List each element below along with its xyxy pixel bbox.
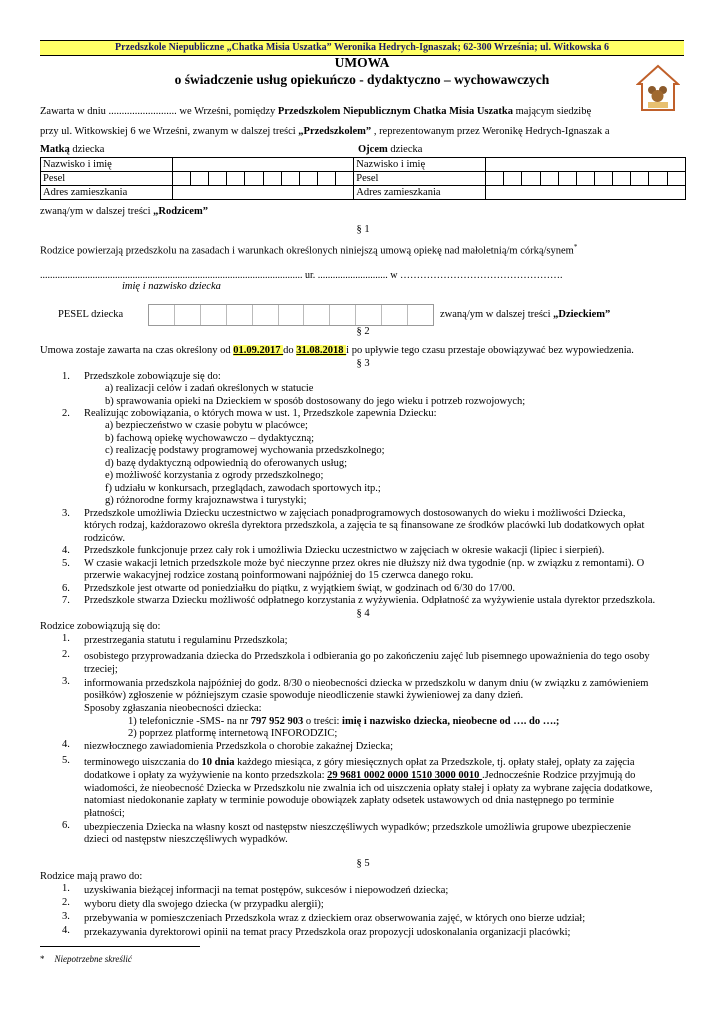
- section-2-text: Umowa zostaje zawarta na czas określony od 01.09.2017 do 31.08.2018 i po upływie tego czasu przestaje obowiązywać bez wypowiedzenia.: [40, 345, 634, 356]
- s4-item-1: przestrzegania statutu i regulaminu Przedszkola;: [84, 635, 288, 646]
- s3-item-6: Przedszkole jest otwarte od poniedziałku do piątku, z wyjątkiem świąt, w godzinach od 6/30 do 17/00.: [84, 583, 515, 594]
- parent-called: zwaną/ym w dalszej treści „Rodzicem”: [40, 206, 208, 217]
- s3-1-b: b) sprawowania opieki na Dzieckiem w sposób dostosowany do jego wieku i potrzeb rozwojowych;: [105, 396, 526, 407]
- list-number: 5.: [62, 558, 70, 569]
- s5-item-4: przekazywania dyrektorowi opinii na temat pracy Przedszkola oraz propozycji udoskonalania organizacji placówki;: [84, 927, 571, 938]
- intro-line-2: przy ul. Witkowskiej 6 we Wrześni, zwanym w dalszej treści „Przedszkolem” , reprezentowanym przez Weronikę Hedrych-Ignaszak a: [40, 126, 610, 137]
- father-pesel-label: Pesel: [354, 172, 486, 186]
- s4-intro: Rodzice zobowiązują się do:: [40, 621, 161, 632]
- list-number: 2.: [62, 649, 70, 660]
- s3-2-a: a) bezpieczeństwo w czasie pobytu w placówce;: [105, 420, 308, 431]
- s4-item-3-cont: posiłków) zgłoszenie w późniejszym czasie spowoduje nieodliczenie stawki żywieniowej za dany dzień.: [84, 690, 524, 701]
- child-data-line: ......................................................................................................... ur. ............................ w ………………………………………….: [40, 270, 563, 281]
- list-number: 4.: [62, 739, 70, 750]
- footnote: * Niepotrzebne skreślić: [40, 954, 132, 964]
- list-number: 4.: [62, 925, 70, 936]
- s3-item-4: Przedszkole funkcjonuje przez cały rok i umożliwia Dziecku uczestnictwo w zajęciach w okresie wakacji (lipiec i sierpień).: [84, 545, 605, 556]
- child-name-caption: imię i nazwisko dziecka: [122, 281, 221, 292]
- s4-item-6: ubezpieczenia Dziecka na własny koszt od następstw nieszczęśliwych wypadków; przedszkole umożliwia grupowe ubezpieczenie: [84, 822, 631, 833]
- mother-pesel-label: Pesel: [41, 172, 173, 186]
- s3-item-5-cont: przerwie wakacyjnej rodzice zostaną poinformowani najpóźniej do 15 czerwca danego roku.: [84, 570, 474, 581]
- s4-item-4: niezwłocznego zawiadomienia Przedszkola o chorobie zakaźnej Dziecka;: [84, 741, 394, 752]
- s3-1-a: a) realizacji celów i zadań określonych w statucie: [105, 383, 314, 394]
- s3-2-b: b) fachową opiekę wychowawczo – dydaktyczną;: [105, 433, 315, 444]
- s4-item-6-cont: dzieci od następstw nieszczęśliwych wypadków.: [84, 834, 288, 845]
- s5-item-3: przebywania w pomieszczeniach Przedszkola wraz z dzieckiem oraz obserwowania zajęć, w których ono bierze udział;: [84, 913, 586, 924]
- list-number: 6.: [62, 583, 70, 594]
- list-number: 6.: [62, 820, 70, 831]
- s4-item-2-cont: trzeciej;: [84, 664, 118, 675]
- section-1-heading: § 1: [356, 224, 370, 235]
- s3-item-5: W czasie wakacji letnich przedszkole może być nieczynne przez okres nie dłuższy niż dwa tygodnie (np. w związku z remontami). O: [84, 558, 645, 569]
- father-label: Ojcem dziecka: [358, 144, 423, 155]
- parents-table: [40, 157, 686, 200]
- document-title: UMOWA: [334, 55, 390, 70]
- section-1-text: Rodzice powierzają przedszkolu na zasadach i warunkach określonych niniejszą umową opiekę nad małoletnią/m córką/synem*: [40, 243, 578, 257]
- father-address-label: Adres zamieszkania: [354, 186, 486, 200]
- header-banner: Przedszkole Niepubliczne „Chatka Misia Uszatka” Weronika Hedrych-Ignaszak; 62-300 Września; ul. Witkowska 6: [40, 40, 684, 56]
- s3-2-e: e) możliwość korzystania z ogrody przedszkolnego;: [105, 470, 324, 481]
- s3-item-2: Realizując zobowiązania, o których mowa w ust. 1, Przedszkole zapewnia Dziecku:: [84, 408, 437, 419]
- pesel-row: [41, 172, 686, 186]
- s5-intro: Rodzice mają prawo do:: [40, 871, 143, 882]
- mother-address-label: Adres zamieszkania: [41, 186, 173, 200]
- s4-sms-line: 1) telefonicznie -SMS- na nr 797 952 903 o treści: imię i nazwisko dziecka, nieobecne od …. do ….;: [128, 716, 560, 727]
- s3-2-d: d) bazę dydaktyczną odpowiednią do oferowanych usług;: [105, 458, 348, 469]
- list-number: 1.: [62, 883, 70, 894]
- s3-item-3-cont: których rodzaj, każdorazowo określa dyrektora przedszkola, a zajęcia te są finansowane ze środków placówki lub dodatkowych opłat: [84, 520, 645, 531]
- s3-item-3: Przedszkole umożliwia Dziecku uczestnictwo w zajęciach ponadprogramowych dostosowanych do wieku i możliwości Dziecka,: [84, 508, 626, 519]
- father-name-label: Nazwisko i imię: [354, 158, 486, 172]
- mother-label: Matką dziecka: [40, 144, 105, 155]
- list-number: 7.: [62, 595, 70, 606]
- s4-item-5-account: dodatkowe i opłaty za wyżywienie na konto przedszkola: 29 9681 0002 0000 1510 3000 0010 .Jednocześnie Rodzice przyjmują do: [84, 770, 636, 781]
- s5-item-1: uzyskiwania bieżącej informacji na temat postępów, sukcesów i niepowodzeń dziecka;: [84, 885, 449, 896]
- intro-line-1: Zawarta w dniu .......................... we Wrześni, pomiędzy Przedszkolem Niepublicznym Chatka Misia Uszatka mającym siedzibę: [40, 106, 592, 117]
- s3-2-f: f) udziału w konkursach, przeglądach, zawodach sportowych itp.;: [105, 483, 381, 494]
- s3-item-7: Przedszkole stwarza Dziecku możliwość odpłatnego korzystania z wyżywienia. Odpłatność za wyżywienie ustala dyrektor przedszkola.: [84, 595, 656, 606]
- s3-2-g: g) różnorodne formy krajoznawstwa i turystyki;: [105, 495, 307, 506]
- s3-item-1: Przedszkole zobowiązuje się do:: [84, 371, 221, 382]
- list-number: 3.: [62, 676, 70, 687]
- section-4-heading: § 4: [356, 608, 370, 619]
- s4-item-2: osobistego przyprowadzania dziecka do Przedszkola i odbierania go po zakończeniu zajęć lub pisemnego upoważnienia do tego osoby: [84, 651, 650, 662]
- s4-item-5: terminowego uiszczania do 10 dnia każdego miesiąca, z góry miesięcznych opłat za Przedszkole, tj. opłaty stałej, opłaty za zajęcia: [84, 757, 635, 768]
- s4-item-5-cont: wiadomości, że nieobecność Dziecka w Przedszkolu nie zwalnia ich od uiszczenia opłaty stałej i opłaty za wybrane zajęcia dodatkowe,: [84, 783, 653, 794]
- child-called: zwaną/ym w dalszej treści „Dzieckiem”: [440, 309, 611, 320]
- pesel-child-label: PESEL dziecka: [58, 309, 124, 320]
- s5-item-2: wyboru diety dla swojego dziecka (w przypadku alergii);: [84, 899, 324, 910]
- s4-item-3: informowania przedszkola najpóźniej do godz. 8/30 o nieobecności dziecka w przedszkolu w danym dniu (w związku z zamówieniem: [84, 678, 649, 689]
- section-5-heading: § 5: [356, 858, 370, 869]
- list-number: 2.: [62, 897, 70, 908]
- s3-2-c: c) realizację podstawy programowej wychowania przedszkolnego;: [105, 445, 385, 456]
- mother-address-field[interactable]: [172, 186, 353, 200]
- section-2-heading: § 2: [356, 326, 370, 337]
- mother-name-field[interactable]: [172, 158, 353, 172]
- list-number: 5.: [62, 755, 70, 766]
- list-number: 1.: [62, 633, 70, 644]
- list-number: 3.: [62, 911, 70, 922]
- father-name-field[interactable]: [486, 158, 686, 172]
- s4-item-3-cont: Sposoby zgłaszania nieobecności dziecka:: [84, 703, 262, 714]
- list-number: 3.: [62, 508, 70, 519]
- document-subtitle: o świadczenie usług opiekuńczo - dydaktyczno – wychowawczych: [174, 72, 550, 87]
- s4-item-5-cont: płatności;: [84, 808, 125, 819]
- s4-item-5-cont: natomiast niedokonanie zapłaty w terminie powoduje obowiązek zapłaty odsetek ustawowych od dnia następnego po terminie: [84, 795, 615, 806]
- father-address-field[interactable]: [486, 186, 686, 200]
- pesel-child-field[interactable]: [148, 304, 434, 326]
- s3-item-3-cont: rodziców.: [84, 533, 126, 544]
- list-number: 2.: [62, 408, 70, 419]
- s4-platform-line: 2) poprzez platformę internetową INFORODZIC;: [128, 728, 338, 739]
- list-number: 4.: [62, 545, 70, 556]
- footnote-divider: [40, 946, 200, 947]
- list-number: 1.: [62, 371, 70, 382]
- section-3-heading: § 3: [356, 358, 370, 369]
- mother-name-label: Nazwisko i imię: [41, 158, 173, 172]
